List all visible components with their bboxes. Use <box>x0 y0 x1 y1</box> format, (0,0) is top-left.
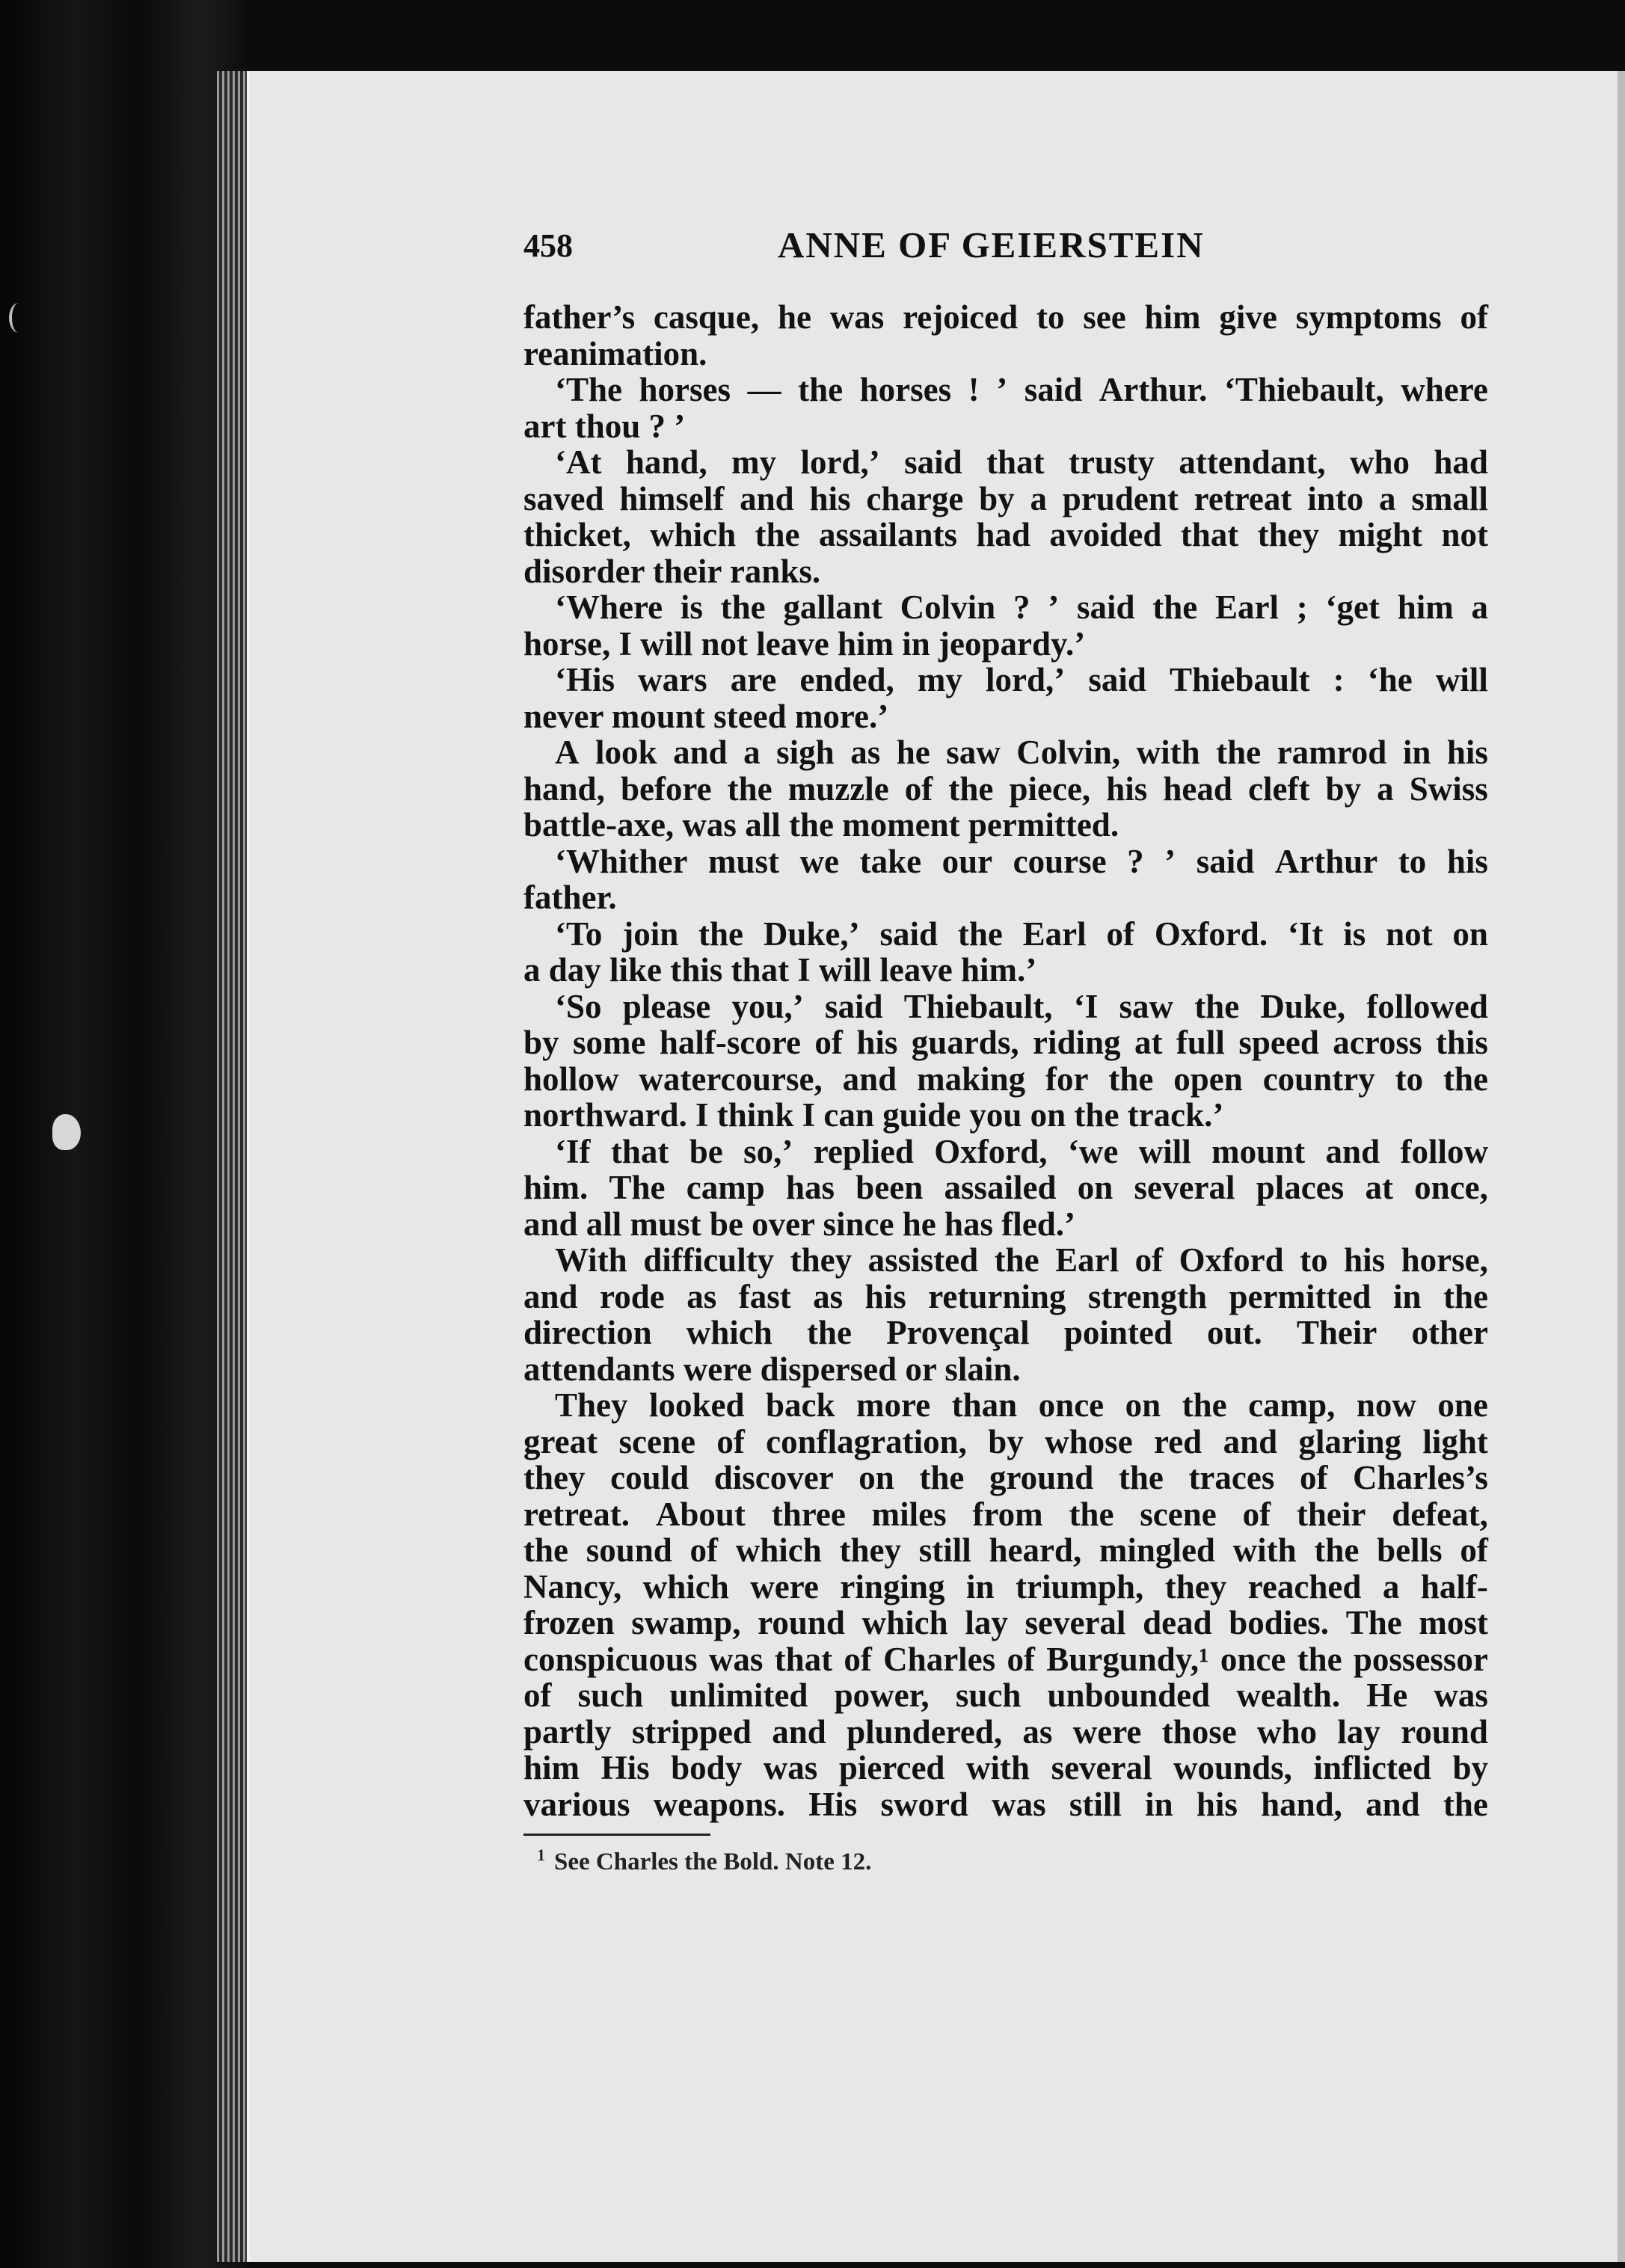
text-line: battle-axe, was all the moment permitted. <box>523 806 1119 843</box>
text-line: northward. I think I can guide you on the track.’ <box>523 1096 1224 1134</box>
footnote-text: See Charles the Bold. Note 12. <box>554 1848 872 1875</box>
text-line: and rode as fast as his returning strength permitted in the <box>523 1277 1488 1315</box>
text-line: horse, I will not leave him in jeopardy.’ <box>523 624 1086 663</box>
text-line: never mount steed more.’ <box>523 697 889 735</box>
text-line: father. <box>523 879 617 916</box>
text-line: partly stripped and plundered, as were those who lay round <box>523 1712 1488 1751</box>
text-line: A look and a sigh as he saw Colvin, with the ramrod in his <box>555 734 1488 771</box>
text-line: reanimation. <box>523 334 707 372</box>
footnote <box>537 1846 871 1876</box>
text-line: great scene of conflagration, by whose red and glaring light <box>523 1422 1488 1460</box>
body-text <box>523 299 1488 1822</box>
text-line: by some half-score of his guards, riding at full speed across this <box>523 1024 1488 1061</box>
text-line: him. The camp has been assailed on several places at once, <box>523 1169 1488 1206</box>
running-head: ANNE OF GEIERSTEIN <box>778 224 1205 265</box>
text-line: disorder their ranks. <box>523 552 821 590</box>
text-line: ‘The horses — the horses ! ’ said Arthur. ‘Thiebault, where <box>555 371 1488 408</box>
text-line: art thou ? ’ <box>523 407 686 445</box>
text-line: thicket, which the assailants had avoided that they might not <box>523 516 1488 553</box>
text-line: ‘At hand, my lord,’ said that trusty attendant, who had <box>555 443 1488 481</box>
text-line: a day like this that I will leave him.’ <box>523 951 1037 989</box>
text-line: hand, before the muzzle of the piece, his head cleft by a Swiss <box>523 769 1488 808</box>
text-line: With difficulty they assisted the Earl of Oxford to his horse, <box>555 1241 1488 1279</box>
text-line: hollow watercourse, and making for the open country to the <box>523 1060 1488 1098</box>
text-line: ‘Where is the gallant Colvin ? ’ said the Earl ; ‘get him a <box>555 588 1488 626</box>
page-number: 458 <box>523 227 573 264</box>
footnote-rule <box>523 1834 710 1836</box>
text-line: frozen swamp, round which lay several dead bodies. The most <box>523 1604 1488 1641</box>
text-line: ‘So please you,’ said Thiebault, ‘I saw the Duke, followed <box>555 987 1488 1025</box>
text-line: him His body was pierced with several wounds, inflicted by <box>523 1749 1488 1786</box>
footnote-marker: 1 <box>537 1846 545 1864</box>
page-header <box>523 224 1488 286</box>
book-spine <box>0 0 247 2268</box>
text-line: ‘If that be so,’ replied Oxford, ‘we will mount and follow <box>555 1132 1488 1170</box>
text-line: ‘His wars are ended, my lord,’ said Thiebault : ‘he will <box>555 661 1488 698</box>
text-line: attendants were dispersed or slain. <box>523 1350 1021 1388</box>
spine-blemish <box>52 1114 81 1150</box>
text-line: retreat. About three miles from the scene of their defeat, <box>523 1495 1488 1533</box>
text-line: they could discover on the ground the traces of Charles’s <box>523 1459 1488 1496</box>
text-line: father’s casque, he was rejoiced to see him give symptoms of <box>523 298 1488 336</box>
text-line: They looked back more than once on the camp, now one <box>555 1386 1488 1424</box>
text-line: ‘To join the Duke,’ said the Earl of Oxford. ‘It is not on <box>555 915 1488 953</box>
text-line: direction which the Provençal pointed out. Their other <box>523 1314 1488 1351</box>
text-line: of such unlimited power, such unbounded wealth. He was <box>523 1677 1488 1714</box>
text-line: Nancy, which were ringing in triumph, they reached a half- <box>523 1567 1488 1605</box>
text-line: conspicuous was that of Charles of Burgundy,¹ once the possessor <box>523 1640 1488 1678</box>
text-line: and all must be over since he has fled.’ <box>523 1205 1075 1243</box>
text-line: saved himself and his charge by a prudent retreat into a small <box>523 479 1488 517</box>
spine-scratch <box>9 303 28 333</box>
text-line: various weapons. His sword was still in his hand, and the <box>523 1785 1488 1823</box>
text-line: ‘Whither must we take our course ? ’ said Arthur to his <box>555 842 1488 880</box>
page-right-border <box>1618 71 1625 2262</box>
text-line: the sound of which they still heard, mingled with the bells of <box>523 1531 1488 1569</box>
